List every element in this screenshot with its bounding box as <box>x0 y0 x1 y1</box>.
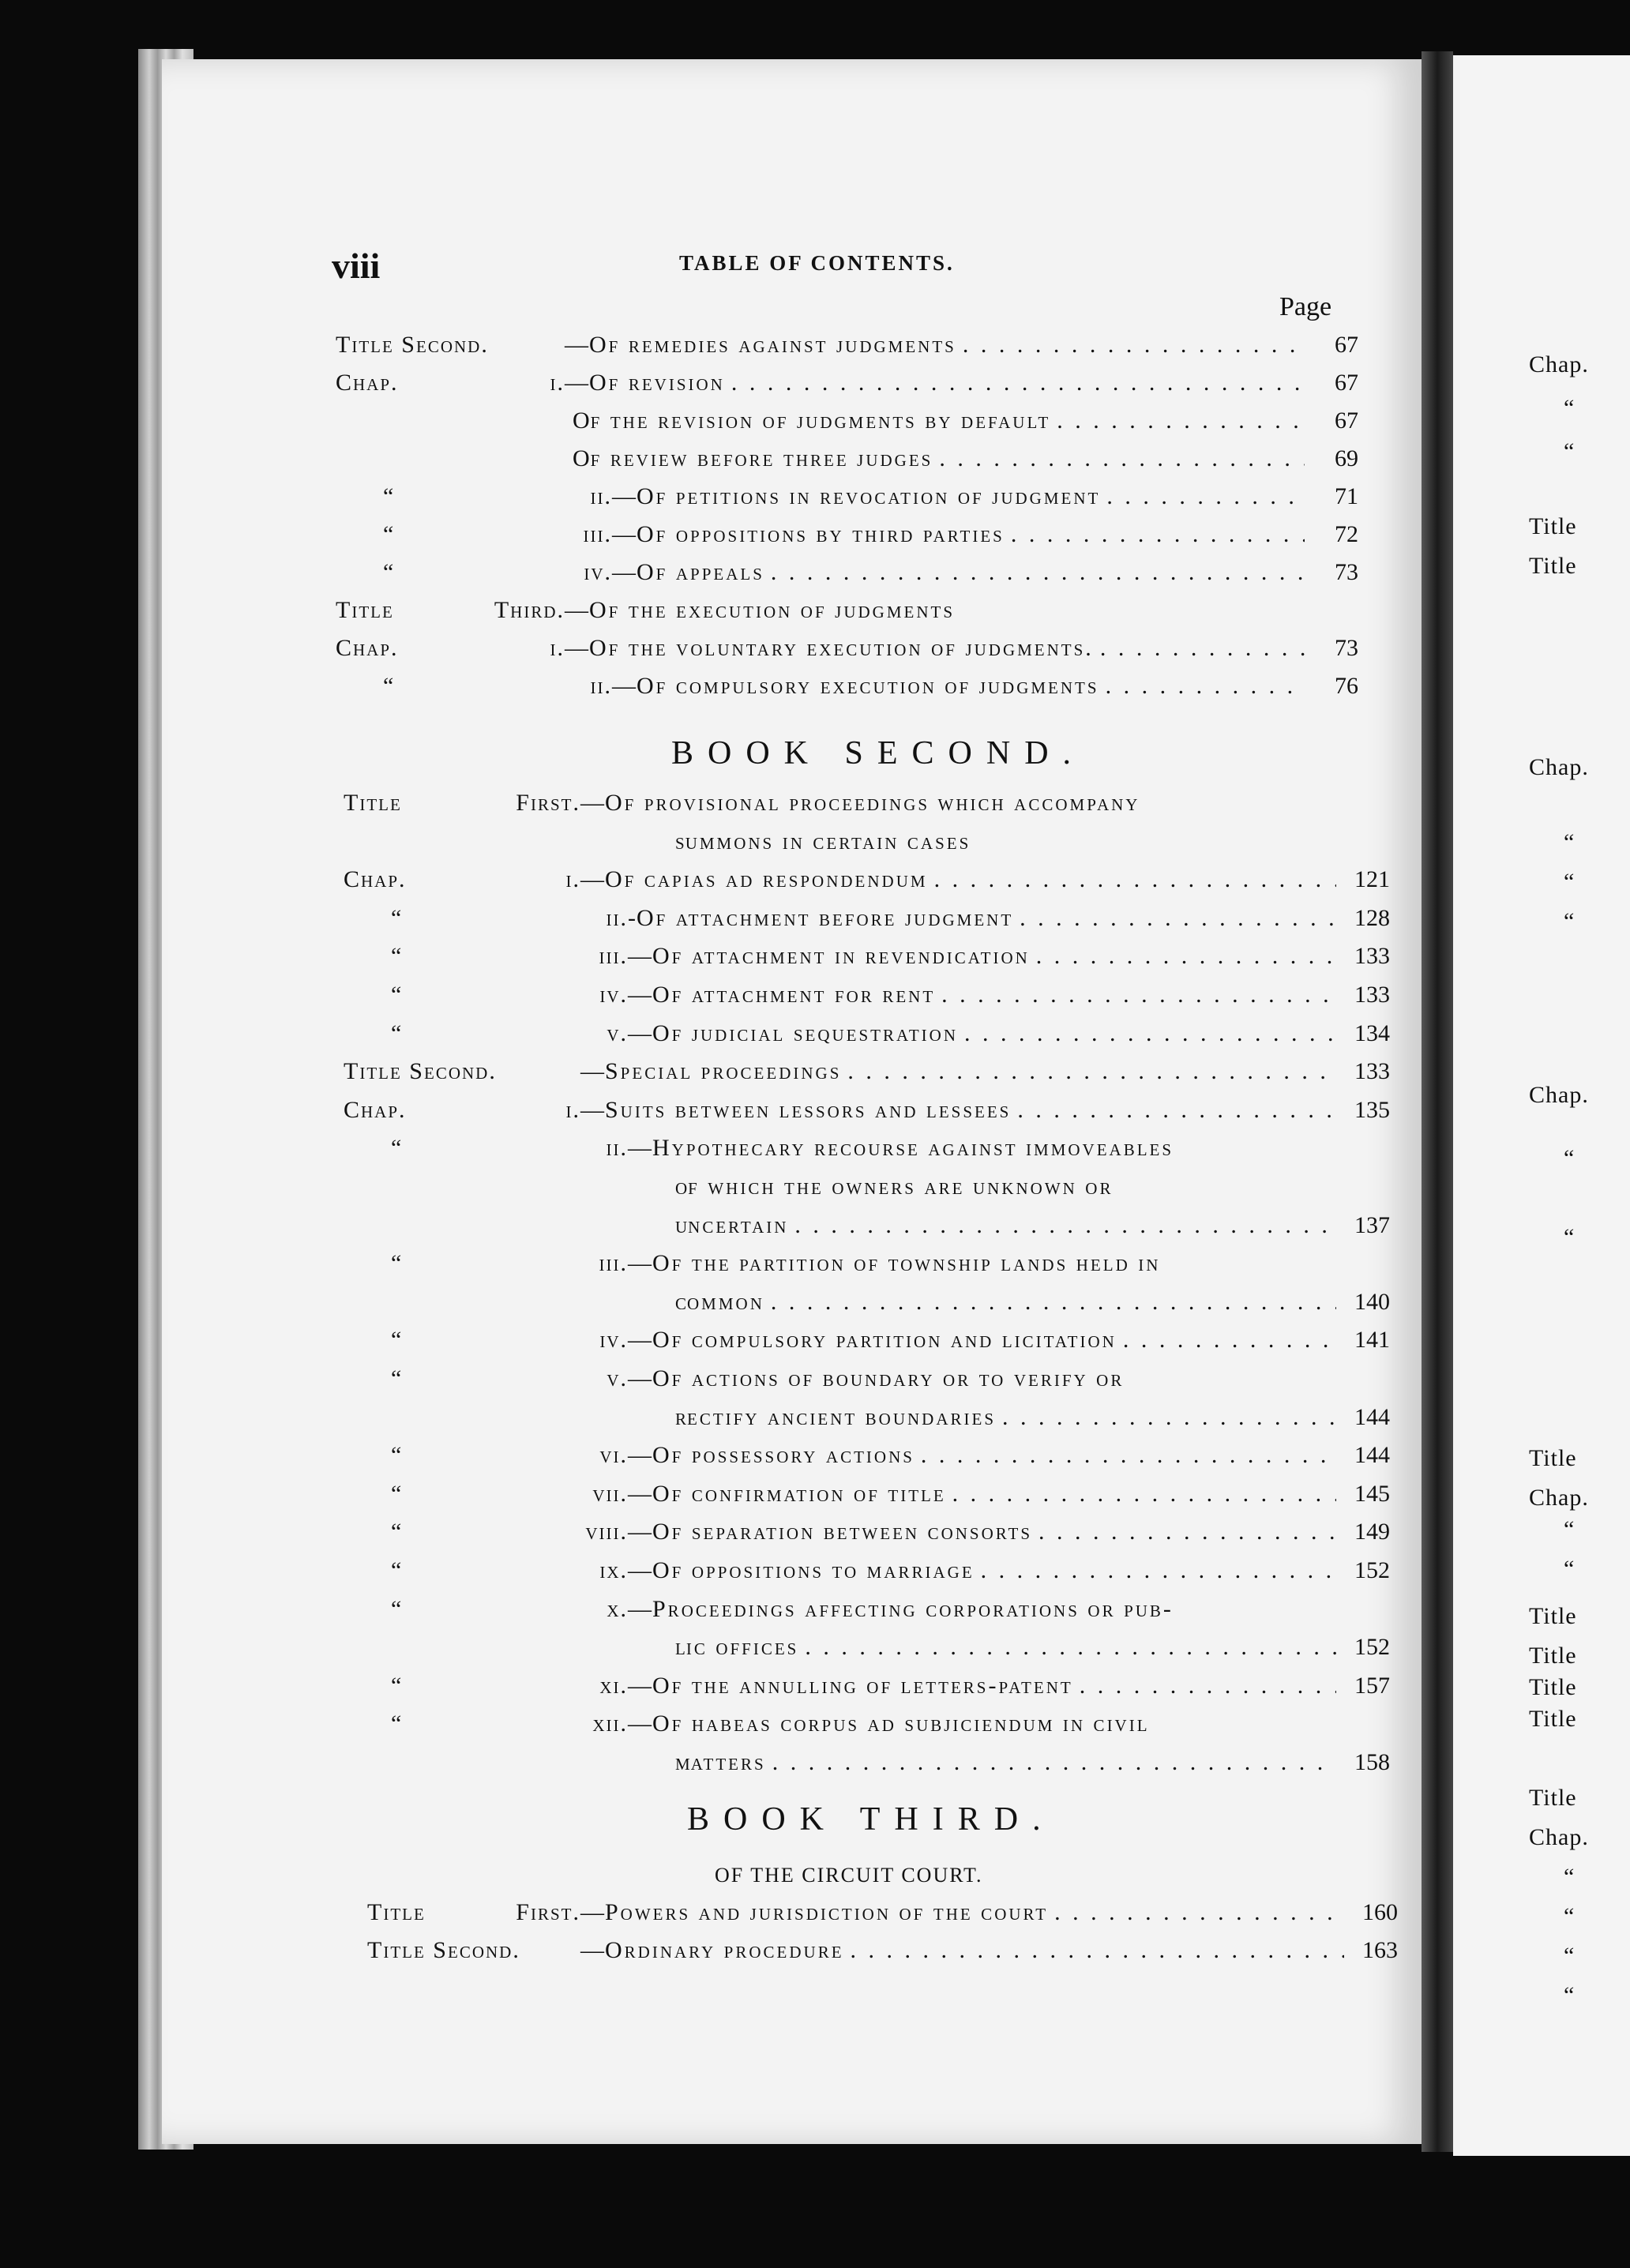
toc-entry <box>344 1634 1390 1670</box>
toc-entry-title: —Of provisional proceedings which accompany <box>580 790 1140 816</box>
right-page-fragment: Chap. <box>1529 1824 1589 1850</box>
toc-entry-page: 76 <box>1335 673 1358 699</box>
toc-entry-page: 157 <box>1354 1672 1390 1699</box>
toc-entry-title: —Of attachment for rent <box>628 982 936 1008</box>
toc-entry-number: v. <box>607 1019 628 1046</box>
toc-entry <box>344 1404 1390 1440</box>
toc-entry-title: —Of possessory actions <box>628 1442 915 1469</box>
toc-entry-title: —Special proceedings <box>580 1058 842 1085</box>
right-page-fragment: Title <box>1529 513 1577 539</box>
toc-entry-label: Title <box>367 1899 426 1925</box>
toc-entry-title: —Of oppositions by third parties <box>612 521 1005 547</box>
toc-entry-number: ii. <box>590 673 612 699</box>
toc-entry <box>336 332 1358 368</box>
toc-entry <box>344 982 1390 1018</box>
right-page-fragment: “ <box>1564 1943 1576 1969</box>
toc-entry-title: —Suits between lessors and lessees <box>580 1096 1012 1123</box>
right-page-fragment: “ <box>1564 1556 1576 1582</box>
toc-entry-number: Third. <box>494 597 565 623</box>
toc-entry-number: xii. <box>592 1710 628 1737</box>
right-page-fragment: Chap. <box>1529 754 1589 780</box>
toc-entry-title: -Of attachment before judgment <box>628 904 1014 931</box>
toc-entry-page: 149 <box>1354 1519 1390 1545</box>
toc-entry-title: —Of compulsory execution of judgments <box>612 673 1099 699</box>
toc-entry-number: vi. <box>599 1442 628 1469</box>
right-page-fragment: Title <box>1529 1603 1577 1629</box>
toc-entry-number: iii. <box>583 521 612 547</box>
toc-entry-page: 133 <box>1354 982 1390 1008</box>
toc-entry <box>344 1710 1390 1747</box>
dot-leader <box>847 1058 1336 1085</box>
toc-entry <box>344 790 1390 826</box>
dot-leader <box>941 982 1336 1008</box>
page-folio: viii <box>332 246 381 286</box>
toc-entry-number: i. <box>565 1096 580 1123</box>
dot-leader <box>1017 1097 1336 1124</box>
toc-entry-number: ii. <box>606 904 628 931</box>
toc-entry-label: “ <box>383 559 396 585</box>
toc-entry-label: “ <box>391 1135 404 1162</box>
toc-entry-page: 152 <box>1354 1634 1390 1661</box>
running-head: TABLE OF CONTENTS. <box>679 251 955 275</box>
toc-entry-label: “ <box>391 943 404 970</box>
right-page-fragment: Title <box>1529 1785 1577 1811</box>
right-page-fragment: “ <box>1564 869 1576 895</box>
toc-entry-number: First. <box>516 790 580 816</box>
toc-entry-title: of which the owners are unknown or <box>675 1173 1114 1200</box>
dot-leader <box>1123 1327 1336 1354</box>
right-page-fragment: “ <box>1564 1903 1576 1929</box>
toc-entry-label: Title Second. <box>344 1058 497 1085</box>
dot-leader <box>921 1442 1336 1469</box>
toc-entry-page: 133 <box>1354 943 1390 970</box>
toc-entry-number: iv. <box>599 1327 628 1354</box>
right-page-fragment: “ <box>1564 1224 1576 1250</box>
right-page-fragment: “ <box>1564 829 1576 855</box>
toc-entry-title: —Of actions of boundary or to verify or <box>628 1365 1125 1391</box>
toc-entry-label: “ <box>391 1710 404 1737</box>
toc-entry-page: 144 <box>1354 1442 1390 1469</box>
toc-entry-page: 145 <box>1354 1480 1390 1507</box>
dot-leader <box>1100 635 1305 662</box>
dot-leader <box>1038 1519 1336 1545</box>
toc-entry <box>344 1212 1390 1249</box>
dot-leader <box>771 1289 1336 1316</box>
toc-entry-number: ii. <box>590 483 612 509</box>
right-page-fragment: “ <box>1564 395 1576 421</box>
toc-entry-label: “ <box>383 521 396 547</box>
toc-entry <box>367 1937 1398 1973</box>
dot-leader <box>1020 905 1336 932</box>
toc-entry-number: First. <box>516 1899 580 1925</box>
toc-entry <box>344 905 1390 941</box>
dot-leader <box>981 1557 1336 1584</box>
toc-entry-title: —Of the voluntary execution of judgments. <box>565 635 1094 661</box>
toc-entry-title: —Of confirmation of title <box>628 1480 946 1507</box>
toc-entry-number: i. <box>565 866 580 893</box>
dot-leader <box>1036 943 1336 970</box>
toc-entry-title: —Of compulsory partition and licitation <box>628 1327 1117 1354</box>
toc-entry <box>336 445 1358 482</box>
toc-entry <box>344 943 1390 979</box>
dot-leader <box>772 1749 1336 1776</box>
right-page-fragment: Chap. <box>1529 1082 1589 1108</box>
toc-entry-page: 128 <box>1354 904 1390 931</box>
toc-entry-label: “ <box>391 1557 404 1583</box>
toc-entry-title: matters <box>675 1749 766 1775</box>
toc-entry-title: —Of oppositions to marriage <box>628 1557 975 1583</box>
toc-entry-title: —Of separation between consorts <box>628 1519 1033 1545</box>
toc-entry-title: —Ordinary procedure <box>580 1937 844 1963</box>
toc-entry-label: “ <box>391 904 404 931</box>
toc-entry-page: 141 <box>1354 1327 1390 1354</box>
toc-entry-page: 163 <box>1362 1937 1398 1963</box>
dot-leader <box>1106 483 1305 510</box>
toc-entry-number: ix. <box>599 1557 628 1583</box>
toc-entry-title: —Of appeals <box>612 559 764 585</box>
dot-leader <box>963 332 1305 359</box>
toc-entry-title: summons in certain cases <box>675 828 971 854</box>
toc-entry-number: iii. <box>599 943 628 970</box>
toc-entry <box>344 1596 1390 1632</box>
toc-entry-label: “ <box>391 1250 404 1277</box>
toc-entry-title: —Of the partition of township lands held in <box>628 1250 1161 1277</box>
toc-entry-label: Title <box>336 597 394 623</box>
toc-entry <box>344 1673 1390 1709</box>
right-page-fragment: Title <box>1529 1445 1577 1471</box>
dot-leader <box>934 866 1336 893</box>
toc-entry-title: —Hypothecary recourse against immoveables <box>628 1135 1174 1162</box>
dot-leader <box>964 1020 1336 1047</box>
toc-entry <box>344 1481 1390 1517</box>
circuit-court-subheading: OF THE CIRCUIT COURT. <box>715 1864 983 1887</box>
toc-entry <box>367 1899 1398 1936</box>
toc-entry-label: “ <box>383 483 396 509</box>
toc-entry-label: “ <box>391 1365 404 1391</box>
right-page-fragment: Chap. <box>1529 1485 1589 1511</box>
toc-entry-label: Title <box>344 790 402 816</box>
dot-leader <box>771 559 1305 586</box>
book-second-heading: BOOK SECOND. <box>671 735 1086 772</box>
toc-entry-page: 67 <box>1335 407 1358 434</box>
toc-entry-title: lic offices <box>675 1634 799 1661</box>
toc-entry <box>344 1557 1390 1594</box>
toc-entry-label: Chap. <box>344 866 407 893</box>
toc-entry <box>336 370 1358 406</box>
toc-entry-title: —Of judicial sequestration <box>628 1019 959 1046</box>
dot-leader <box>1057 407 1305 434</box>
toc-entry-page: 73 <box>1335 559 1358 585</box>
toc-entry-title: —Powers and jurisdiction of the court <box>580 1899 1049 1925</box>
dot-leader <box>1080 1673 1336 1699</box>
toc-entry-title: —Of revision <box>565 370 725 396</box>
toc-entry-page: 135 <box>1354 1096 1390 1123</box>
right-page-fragment: “ <box>1564 908 1576 934</box>
toc-entry <box>344 866 1390 903</box>
toc-entry <box>344 1749 1390 1785</box>
dot-leader <box>851 1937 1344 1964</box>
toc-entry-label: “ <box>391 1595 404 1622</box>
toc-entry-title: —Of the annulling of letters-patent <box>628 1672 1073 1699</box>
right-page-fragment: “ <box>1564 1516 1576 1542</box>
toc-entry-number: vii. <box>592 1480 628 1507</box>
dot-leader <box>1002 1404 1336 1431</box>
toc-entry-title: —Of attachment in revendication <box>628 943 1030 970</box>
right-page-fragment: Title <box>1529 1674 1577 1700</box>
toc-entry-title: —Of capias ad respondendum <box>580 866 928 893</box>
toc-entry-number: iv. <box>584 559 612 585</box>
right-page-fragment: “ <box>1564 438 1576 464</box>
toc-entry-title: uncertain <box>675 1211 789 1238</box>
book-third-heading: BOOK THIRD. <box>687 1801 1055 1838</box>
dot-leader <box>1106 673 1305 700</box>
dot-leader <box>952 1481 1336 1508</box>
toc-entry-page: 144 <box>1354 1403 1390 1430</box>
toc-entry-number: x. <box>607 1595 628 1622</box>
toc-entry-number: v. <box>607 1365 628 1391</box>
toc-entry <box>336 673 1358 709</box>
toc-entry <box>344 1250 1390 1286</box>
toc-entry-label: Title Second. <box>336 332 489 358</box>
toc-entry-title: rectify ancient boundaries <box>675 1403 997 1430</box>
toc-entry <box>336 635 1358 671</box>
toc-entry <box>344 1365 1390 1402</box>
toc-entry <box>344 1289 1390 1325</box>
toc-entry-label: “ <box>383 673 396 699</box>
toc-entry-title: Of the revision of judgments by default <box>573 407 1051 434</box>
toc-entry <box>344 1020 1390 1057</box>
toc-entry-label: “ <box>391 982 404 1008</box>
toc-entry-label: Chap. <box>336 635 399 661</box>
toc-entry-title: common <box>675 1288 764 1315</box>
toc-entry-page: 67 <box>1335 370 1358 396</box>
toc-entry-title: Of review before three judges <box>573 445 933 471</box>
toc-entry-label: Chap. <box>336 370 399 396</box>
toc-entry-page: 160 <box>1362 1899 1398 1925</box>
toc-entry-page: 72 <box>1335 521 1358 547</box>
toc-entry <box>336 597 1358 633</box>
toc-entry <box>344 1442 1390 1478</box>
toc-entry-label: “ <box>391 1672 404 1699</box>
toc-entry-page: 69 <box>1335 445 1358 471</box>
toc-entry-title: —Of petitions in revocation of judgment <box>612 483 1101 509</box>
right-page-fragment: Title <box>1529 1643 1577 1669</box>
toc-entry-title: —Proceedings affecting corporations or pub- <box>628 1595 1174 1622</box>
toc-entry-title: —Of habeas corpus ad subjiciendum in civil <box>628 1710 1150 1737</box>
toc-entry-label: “ <box>391 1480 404 1507</box>
toc-entry-page: 158 <box>1354 1749 1390 1775</box>
toc-entry-label: “ <box>391 1019 404 1046</box>
right-page-fragment: Title <box>1529 1706 1577 1732</box>
toc-entry-number: iii. <box>599 1250 628 1277</box>
dot-leader <box>805 1634 1336 1661</box>
toc-entry <box>336 407 1358 444</box>
toc-entry-label: Title Second. <box>367 1937 520 1963</box>
toc-entry <box>344 828 1390 865</box>
toc-entry <box>344 1135 1390 1171</box>
toc-entry <box>344 1327 1390 1363</box>
toc-entry-page: 137 <box>1354 1211 1390 1238</box>
toc-entry <box>336 559 1358 595</box>
right-page-fragment: “ <box>1564 1864 1576 1890</box>
toc-entry-number: xi. <box>599 1672 628 1699</box>
toc-entry-number: i. <box>550 635 565 661</box>
book-gutter <box>1422 51 1453 2152</box>
toc-entry-label: Chap. <box>344 1096 407 1123</box>
toc-entry-label: “ <box>391 1442 404 1469</box>
toc-entry-page: 67 <box>1335 332 1358 358</box>
toc-entry-title: —Of the execution of judgments <box>565 597 955 623</box>
toc-entry <box>344 1173 1390 1210</box>
toc-entry <box>344 1097 1390 1133</box>
toc-entry-page: 134 <box>1354 1019 1390 1046</box>
toc-entry <box>336 483 1358 520</box>
page-column-heading: Page <box>1279 292 1332 321</box>
toc-entry-label: “ <box>391 1519 404 1545</box>
toc-entry-page: 140 <box>1354 1288 1390 1315</box>
toc-entry-number: ii. <box>606 1135 628 1162</box>
toc-entry-number: iv. <box>599 982 628 1008</box>
toc-entry-label: “ <box>391 1327 404 1354</box>
toc-entry <box>344 1058 1390 1095</box>
toc-entry-page: 71 <box>1335 483 1358 509</box>
toc-entry-page: 152 <box>1354 1557 1390 1583</box>
toc-entry-title: —Of remedies against judgments <box>565 332 956 358</box>
toc-entry <box>344 1519 1390 1555</box>
right-page-fragment: “ <box>1564 1982 1576 2008</box>
dot-leader <box>939 445 1305 472</box>
right-page-fragment: “ <box>1564 1145 1576 1171</box>
toc-entry-page: 73 <box>1335 635 1358 661</box>
toc-entry-page: 121 <box>1354 866 1390 893</box>
dot-leader <box>731 370 1305 396</box>
dot-leader <box>794 1212 1336 1239</box>
toc-entry-number: i. <box>550 370 565 396</box>
right-page-fragment: Chap. <box>1529 351 1589 377</box>
dot-leader <box>1011 521 1305 548</box>
toc-entry-page: 133 <box>1354 1058 1390 1085</box>
toc-entry-number: viii. <box>585 1519 628 1545</box>
dot-leader <box>1054 1899 1344 1926</box>
right-page-fragment: Title <box>1529 553 1577 579</box>
toc-entry <box>336 521 1358 558</box>
